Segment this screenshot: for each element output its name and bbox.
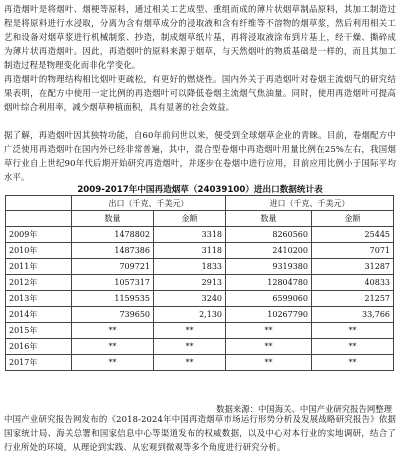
- table-row: [6, 323, 394, 339]
- year-cell: 2010年: [6, 243, 72, 259]
- import-qty-cell: 9319380: [226, 259, 312, 275]
- table-row: [6, 307, 394, 323]
- table-body: [6, 227, 394, 371]
- year-cell: 2015年: [6, 323, 72, 339]
- export-amt-cell: **: [154, 355, 226, 371]
- year-cell: 2012年: [6, 275, 72, 291]
- export-amt-cell: 1833: [154, 259, 226, 275]
- usage-paragraph: 据了解，再造烟叶因其独特功能，自60年前问世以来，便受到全球烟草企业的青睐。目前，卷烟配方中广泛使用再造烟叶在国内外已经非常普遍，其中，混合型卷烟中再造烟叶用量比例在25%左右，我国烟草行业自上世纪90年代后期开始研究再造烟叶，并逐步在卷烟中进行应用，目前应用比例小于国际平均水平。: [4, 130, 396, 182]
- export-qty-cell: **: [72, 339, 154, 355]
- import-amt-cell: 21257: [312, 291, 394, 307]
- export-amt-cell: **: [154, 323, 226, 339]
- import-qty-cell: 6599060: [226, 291, 312, 307]
- export-amt-header: 金额: [154, 211, 226, 227]
- export-qty-cell: 1057317: [72, 275, 154, 291]
- import-qty-cell: 12804780: [226, 275, 312, 291]
- export-qty-cell: 709721: [72, 259, 154, 275]
- import-amt-cell: 25445: [312, 227, 394, 243]
- year-cell: 2017年: [6, 355, 72, 371]
- import-amt-cell: 33,766: [312, 307, 394, 323]
- table-title: 2009-2017年中国再造烟草（24039100）进出口数据统计表: [77, 185, 323, 195]
- export-amt-cell: 2,130: [154, 307, 226, 323]
- import-qty-cell: **: [226, 339, 312, 355]
- import-amt-cell: 31287: [312, 259, 394, 275]
- import-amt-header: 金额: [312, 211, 394, 227]
- import-amt-cell: 40833: [312, 275, 394, 291]
- import-amt-cell: 7071: [312, 243, 394, 259]
- export-qty-cell: **: [72, 355, 154, 371]
- export-qty-cell: 1159535: [72, 291, 154, 307]
- corner-cell: [6, 211, 72, 227]
- table-row: [6, 243, 394, 259]
- table-row: [6, 259, 394, 275]
- export-amt-cell: 3240: [154, 291, 226, 307]
- export-amt-cell: 3318: [154, 227, 226, 243]
- export-qty-cell: 1478802: [72, 227, 154, 243]
- year-cell: 2014年: [6, 307, 72, 323]
- import-qty-cell: 8260560: [226, 227, 312, 243]
- table-row: [6, 275, 394, 291]
- year-cell: 2013年: [6, 291, 72, 307]
- intro-paragraph: 再造烟叶是将烟叶、烟梗等原料，通过相关工艺成型、重组而成的薄片状烟草制品原料，其加工制造过程是将原料进行水浸取，分离为含有烟草成分的浸取液和含有纤维等不溶物的烟草浆，然后利用相关工艺和设备对烟草浆进行机械制浆、抄造，制成烟草纸片基，再将浸取液涂布到片基上，经干燥、撕碎成为薄片状再造烟叶。因此，再造烟叶的原料来源于烟草，与天然烟叶的物质基础是一样的，而且其加工制造过程是物理变化而非化学变化。: [4, 4, 396, 70]
- table-row: [6, 355, 394, 371]
- export-amt-cell: **: [154, 339, 226, 355]
- import-qty-header: 数量: [226, 211, 312, 227]
- export-header: 出口（千克、千美元）: [72, 196, 226, 211]
- report-paragraph: 中国产业研究报告网发布的《2018-2024年中国再造烟草市场运行形势分析及发展战略研究报告》依据国家统计局、海关总署和国家信息中心等渠道发布的权威数据，以及中心对本行业的实地调研，结合了行业所处的环境，从理论到实践、从宏观到微观等多个角度进行研究分析。: [4, 414, 396, 452]
- year-cell: 2016年: [6, 339, 72, 355]
- corner-cell: [6, 196, 72, 211]
- import-qty-cell: **: [226, 323, 312, 339]
- export-qty-cell: **: [72, 323, 154, 339]
- export-amt-cell: 2913: [154, 275, 226, 291]
- import-qty-cell: 2410200: [226, 243, 312, 259]
- import-qty-cell: **: [226, 355, 312, 371]
- table-row: [6, 291, 394, 307]
- export-qty-cell: 1487386: [72, 243, 154, 259]
- export-qty-cell: 739650: [72, 307, 154, 323]
- import-amt-cell: **: [312, 339, 394, 355]
- table-row: [6, 339, 394, 355]
- table-row: [6, 227, 394, 243]
- structure-paragraph: 再造烟叶的物理结构相比烟叶更疏松，有更好的燃烧性。国内外关于再造烟叶对卷烟主流烟气的研究结果表明，在配方中使用一定比例的再造烟叶可以降低卷烟主流烟气焦油量。同时，使用再造烟叶可提高烟叶综合利用率，减少烟草种植面积，具有显著的社会效益。: [4, 74, 396, 112]
- import-amt-cell: **: [312, 323, 394, 339]
- year-cell: 2009年: [6, 227, 72, 243]
- import-header: 进口（千克、千美元）: [226, 196, 394, 211]
- import-qty-cell: 10267790: [226, 307, 312, 323]
- data-source: 数据来源：中国海关、中国产业研究报告网整理: [216, 404, 392, 414]
- import-amt-cell: **: [312, 355, 394, 371]
- export-amt-cell: 3118: [154, 243, 226, 259]
- year-cell: 2011年: [6, 259, 72, 275]
- import-export-table: [5, 195, 394, 371]
- export-qty-header: 数量: [72, 211, 154, 227]
